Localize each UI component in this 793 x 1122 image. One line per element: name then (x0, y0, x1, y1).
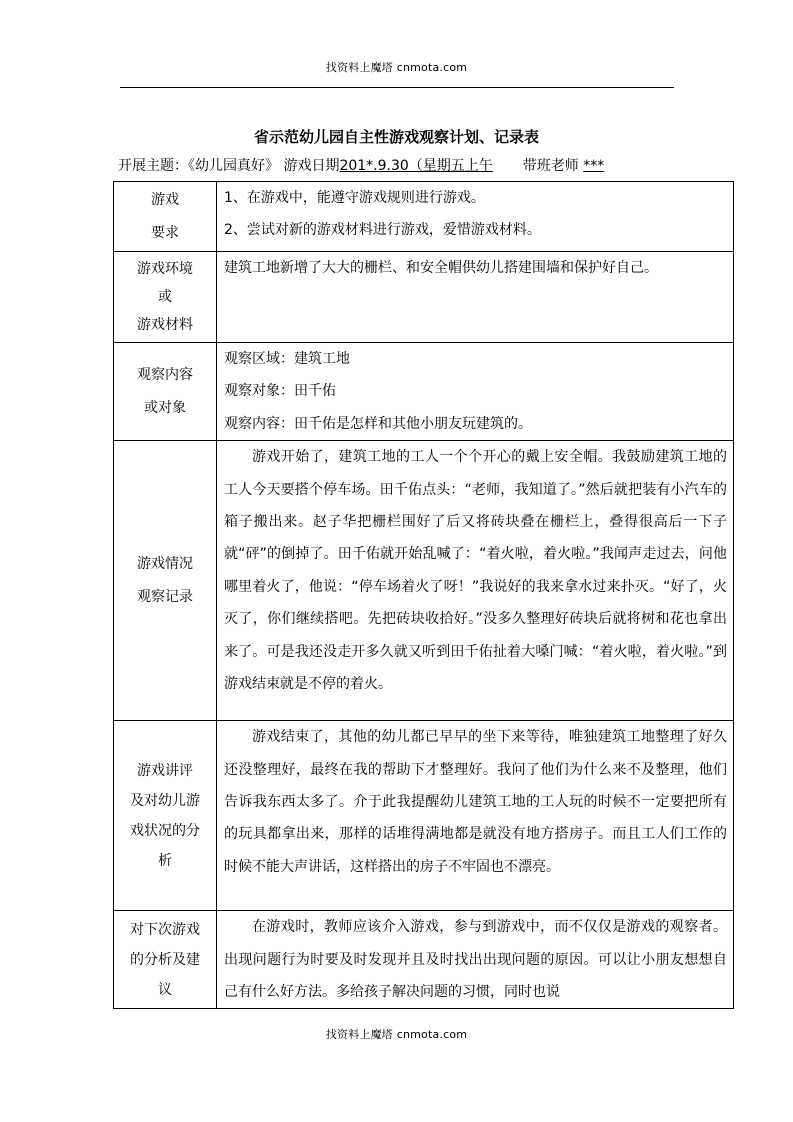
suggestions-text: 在游戏时，教师应该介入游戏，参与到游戏中，而不仅仅是游戏的观察者。出现问题行为时要及时发现并且及时找出出现问题的原因。可以让小朋友想想自己有什么好方法。多给孩子解决问题的习惯，同时也说 (224, 919, 727, 1001)
teacher-value: *** (583, 158, 605, 174)
label-observation-record (114, 441, 217, 721)
row-suggestions (114, 911, 734, 1009)
cell-observation-record (217, 441, 734, 721)
date-label: 游戏日期 (283, 158, 340, 174)
materials-text: 建筑工地新增了大大的栅栏、和安全帽供幼儿搭建围墙和保护好自己。 (224, 260, 658, 276)
row-observation-target (114, 343, 734, 441)
header-note: 找资料上魔塔 cnmota.com (325, 61, 468, 74)
label-line: 析 (158, 852, 172, 869)
cell-observation-target (217, 343, 734, 441)
label-line: 及对幼儿游 (130, 792, 200, 809)
cell-requirements (217, 182, 734, 252)
observation-subject: 观察对象：田千佑 (224, 383, 336, 400)
requirement-item: 2、尝试对新的游戏材料进行游戏，爱惜游戏材料。 (224, 222, 541, 239)
cell-materials (217, 252, 734, 343)
label-line: 或对象 (144, 399, 186, 416)
theme-value: 《幼儿园真好》 (188, 158, 279, 174)
label-line: 游戏情况 (137, 555, 193, 572)
label-requirements (114, 182, 217, 252)
teacher-label: 带班老师 (522, 158, 579, 174)
requirement-item: 1、在游戏中，能遵守游戏规则进行游戏。 (224, 190, 485, 206)
cell-suggestions (217, 911, 734, 1009)
observation-content: 观察内容：田千佑是怎样和其他小朋友玩建筑的。 (224, 415, 532, 432)
label-materials (114, 252, 217, 343)
cell-evaluation (217, 721, 734, 911)
observation-area: 观察区域：建筑工地 (224, 351, 350, 367)
label-line: 对下次游戏 (130, 921, 200, 938)
label-line: 游戏 (151, 191, 179, 208)
label-line: 观察内容 (137, 366, 193, 383)
label-line: 游戏环境 (137, 261, 193, 277)
label-line: 观察记录 (137, 588, 193, 605)
label-line: 的分析及建 (130, 951, 200, 968)
label-observation-target (114, 343, 217, 441)
label-line: 游戏材料 (137, 317, 193, 333)
footer-note: 找资料上魔塔 cnmota.com (325, 1028, 468, 1041)
theme-label: 开展主题： (118, 158, 188, 174)
observation-record-text: 游戏开始了，建筑工地的工人一个个开心的戴上安全帽。我鼓励建筑工地的工人今天要搭个停车场。田千佑点头：“老师，我知道了。”然后就把装有小汽车的箱子搬出来。赵子华把栅栏围好了后又将砖块叠在栅栏上，叠得很高后一下子就“砰”的倒掉了。田千佑就开始乱喊了：“着火啦，着火啦。”我闻声走过去，问他哪里着火了，他说：“停车场着火了呀！”我说好的我来拿水过来扑灭。“好了，火灭了，你们继续搭吧。先把砖块收拾好。”没多久整理好砖块后就将树和花也拿出来了。可是我还没走开多久就又听到田千佑扯着大嗓门喊：“着火啦，着火啦。”到游戏结束就是不停的着火。 (224, 449, 727, 693)
document-title: 省示范幼儿园自主性游戏观察计划、记录表 (253, 128, 539, 146)
row-requirements (114, 182, 734, 252)
row-evaluation (114, 721, 734, 911)
label-line: 戏状况的分 (130, 822, 200, 839)
label-line: 要求 (151, 224, 179, 241)
label-line: 或 (158, 289, 172, 305)
date-value: 201*.9.30（星期五上午 (339, 158, 493, 174)
meta-line (118, 155, 604, 175)
header-divider (120, 87, 674, 88)
row-observation-record (114, 441, 734, 721)
record-table (113, 181, 734, 1009)
label-line: 议 (158, 981, 172, 998)
row-materials (114, 252, 734, 343)
label-evaluation (114, 721, 217, 911)
label-suggestions (114, 911, 217, 1009)
evaluation-text: 游戏结束了，其他的幼儿都已早早的坐下来等待，唯独建筑工地整理了好久还没整理好，最终在我的帮助下才整理好。我问了他们为什么来不及整理，他们告诉我东西太多了。介于此我提醒幼儿建筑工地的工人玩的时候不一定要把所有的玩具都拿出来，那样的话堆得满地都是就没有地方搭房子。而且工人们工作的时候不能大声讲话，这样搭出的房子不牢固也不漂亮。 (224, 729, 727, 875)
label-line: 游戏讲评 (137, 762, 193, 779)
